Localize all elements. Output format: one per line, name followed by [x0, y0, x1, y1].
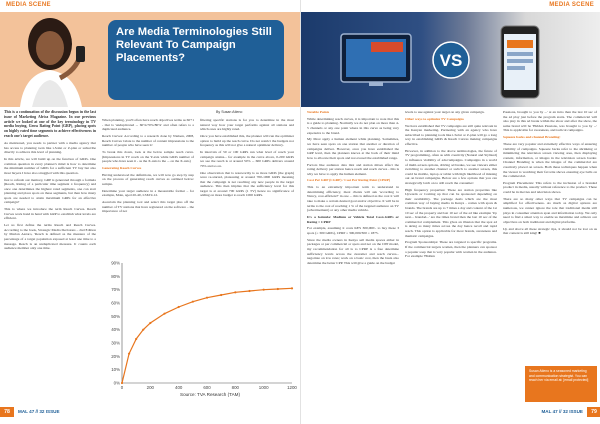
paragraph: To break this down, look at the below sample reach curve. (Impressions in TV reach on the Y-axis while GRPs number of people who have seen it - as the X-axis is the ... on the X-axis) — [102, 149, 194, 164]
paragraph: In this article, we will build up on the function of GRPs. One common question in every planner's mind is how to determine the minimum number of GRPs for a sufficient TV buy but also most buyers I have also struggled with this question. — [4, 156, 96, 175]
subheading: Cost Per GRP (CGRP) / Cost Per Rating Point (CPRP) — [307, 178, 391, 183]
right-column-2 — [405, 110, 497, 402]
chart-point — [149, 322, 151, 324]
subheading: Generating Reach Curves — [102, 165, 142, 170]
chart-x-label: Source: TVA Research (TAM) — [180, 392, 240, 397]
chart-x-tick-label: 400 — [175, 385, 183, 390]
chart-y-tick-label: 90% — [111, 260, 120, 266]
paragraph: Having understood the definitions, we will now go step by step on the process of generating reach curves as outlined below: sample. — [102, 172, 194, 186]
chart-point — [163, 313, 165, 315]
chart-y-tick-label: 50% — [111, 313, 120, 319]
paragraph: Factors like audience data mix and station mixes affect the rating delivery per station hence reach and reach curves - this is why we have to apply the human element. — [307, 162, 399, 176]
paragraph: Since the media owners in Kenya sell media spaces either in packages or per commercial or spots and not on the CPP model, my recommendation for all is to CPRP is a free determine sufficiency levels across the customer and reach curves... negotiate on low rates; work on a basic cost, then the basis also determine the better CPP. This will give a guide on the budget — [307, 237, 399, 265]
right-column-1 — [307, 110, 399, 402]
paragraph: filtering specific stations is for you to determine in the most natural way how your target performs against all stations and which ones are highly rated. — [200, 118, 294, 132]
subheading: Other ways to optimize TV Campaigns — [405, 116, 464, 121]
chart-x-tick-label: 200 — [146, 385, 154, 390]
hero-banner — [0, 12, 300, 107]
author-bio-callout: Susan Atieno is a seasoned marketing and communication strategist. You can reach her via email at: [email protected] — [525, 366, 597, 402]
chart-point — [220, 294, 222, 296]
chart-y-ticks — [111, 261, 120, 386]
chart-point — [263, 289, 265, 291]
hero-image-tv-vs-mobile — [301, 12, 600, 107]
paragraph: While determining reach curves, it is important to note that this is a guide to planning. Normally we do not plan on more than 4-5 channels or any one point where in this curve as being very expensive to the brand. — [307, 116, 399, 135]
chart-series — [121, 287, 293, 384]
chart-point — [121, 382, 123, 384]
paragraph: In intervals of 50 or 100 GRPs run what level of reach your campaign attains... for example in the curve above, 0-200 GRPs we see the reach is at around 50% ... 600 GRPs delivers around 70% and so on. — [200, 149, 294, 168]
hero-title-box — [108, 20, 284, 100]
svg-text:VS: VS — [439, 51, 463, 70]
right-column-3 — [503, 110, 597, 364]
reach-curve-chart — [100, 255, 300, 400]
paragraph: This is an extremely important term to understand in determining efficiency, most clients will ask 'according to Nancy, cost-efficient?' in one ... this is defined as the cost it will take to make a certain desired goal and/or objective. It will be in terms to the cost of reaching 1 % of the targeted audience on TV (advertisement) or any other media vehicle. — [307, 185, 399, 213]
page-number: 78 — [0, 407, 14, 417]
chart-y-tick-label: 20% — [111, 353, 120, 359]
left-column-1 — [4, 110, 96, 253]
paragraph: It's a formula: Medium or Vehicle Total Cost÷GRPs or Rating = CPRP — [307, 215, 399, 224]
magazine-issue: MAL 47 // 32 ISSUE — [541, 409, 583, 414]
chart-point — [291, 287, 293, 289]
paragraph: These are very popular and extremely effective ways of ensuring visibility of campaigns. Squeeze backs refer to the shrinking or minimizing the television screen viewing area, then displaying content, information, or images in the television screen border. Channel Branding is when the images of the commercial are creatively placed on screen. Both these techniques happen when the viewer is watching their favorite shows ensuring eye balls on the commercial. — [503, 141, 597, 179]
chart-x-tick-label: 0 — [120, 385, 124, 390]
paragraph: Up and above all these strategic tips, it should not be lost on us that content is still king! ■ — [503, 226, 597, 236]
chart-point — [234, 291, 236, 293]
lead-paragraph: This is a continuation of the discussion begun in the last issue of Marketing Africa Magazine. In our previous article we looked at one of the key terminology in TV media buying, Gross Rating Point (GRP), placing spots on highly rated time segments to achieve effectiveness in reach one's target audience. — [4, 110, 96, 138]
paragraph: Program Placements: This refers to the inclusion of a branded product in media, usually without reference to the product. These could be in movies and television shows. — [503, 180, 597, 195]
chart-y-tick-label: 0% — [113, 380, 120, 386]
paragraph: When planning, you'll often have reach objectives terms as 60+1 - that is 'unduplicated ... 60%/70%/80%' and often refers to a duplicated audience. — [102, 118, 194, 132]
chart-y-tick-label: 10% — [111, 367, 120, 373]
chart-x-tick-label: 1200 — [287, 385, 297, 390]
paragraph: Determine your target audience in a measurable format – for example, Male, aged 20-40, LSM 9-12. — [102, 188, 194, 198]
chart-point — [178, 306, 180, 308]
chart-x-tick-label: 600 — [203, 385, 211, 390]
paragraph: One observation that is noteworthy is as more GRPs (the graph) were re-started, plateauing at around 700-1000 GRPs meaning that the campaign is not reaching any new people in the target audience. This then implies that the sufficiency level for this target is at around 700 GRPs (1 TV) hence no significance of adding on more budget to reach 1000 GRPs. — [200, 170, 294, 198]
subheading: Notable Points — [307, 110, 330, 114]
byline: By Susan Atieno — [216, 110, 243, 114]
chart-y-tick-label: 30% — [111, 340, 120, 346]
paragraph: We have established that TV campaigns are still quite relevant in the Kenyan marketing. Partnering with an agency who have subscribed to planning tools like i-Solut or Z-plan will go a long way in establishing GRPs & Reach Curves making campaigns effective. — [405, 123, 497, 146]
paragraph: Once you have established this, the planner will run the optimizer option to build up the reach curve. Do not restrict the budgets nor frequency as this will not give a natural optimizer delivery. — [200, 133, 294, 148]
chart-x-tick-label: 800 — [231, 385, 239, 390]
chart-point — [142, 329, 144, 331]
page-number: 79 — [587, 407, 600, 417]
chart-series-line — [122, 288, 292, 383]
paragraph: Let us first define the terms Reach and Reach Curves. According to the book, Strategic Media Decisions – 2nd Edition by Marian Azzaro, 'Reach is defined as the measure of the percentage of a target population exposed at least one time to a message. Reach is an unduplicated measure. It counts each audience member only one time. — [4, 223, 96, 251]
paragraph: For example, assuming it costs KES 300,000/- to buy these 3 spots (= 300 GRPs), CPRP = 300,000/300 = 1875. — [307, 226, 399, 235]
chart-x-tick-label: 1000 — [258, 385, 269, 390]
paragraph: As mentioned, you needs to partner with a media agency that has access to planning tools like i-Solut or Z-plan or subscribe directly to achieve this level of planning. — [4, 140, 96, 155]
magazine-issue: MAL 47 // 32 ISSUE — [18, 409, 60, 414]
paragraph: Passions, brought to you by ...' at an intro then the last 10 sec of the ad play just before the program starts. The commercial will also play in this ad break within the show and after the show, the same brand will be 'Hidden Passions, was brought to you by ...' This is applicable for awareness, and tactical campaigns. — [503, 110, 597, 133]
chart-y-tick-label: 70% — [111, 287, 120, 293]
right-page — [300, 0, 600, 424]
paragraph: Reach Curves: According to a research done by Nielsen, 2008, Reach Curves 'relate to the number of content impressions to the number of people who have seen it.' — [102, 133, 194, 148]
woman-portrait-illustration — [2, 12, 102, 107]
chart-point — [206, 297, 208, 299]
subheading: Squeeze backs and channel Branding: — [503, 135, 561, 140]
paragraph: levels to use against your target on any given campaign. — [405, 110, 485, 114]
paragraph: High frequency properties: These are station properties like Upwards or Coming up that can be sponsored depending on their availability. The package deals which are the most common way of buying media in Kenya - comes with spots & brands. The brands are up to 7 times a day and content of the 1st 10 sec of the property and last 10 sec of the ad like example 'Up next... brandad...' are the times brand then the last 10 sec of the commercial complement. This gives an illusion that the spot ad is airing as many times across the day hence recall and rapid reach. This option is applicable for most brands, awareness and thematic campaigns. — [405, 187, 497, 238]
paragraph: Ascertain the planning tool and select this target plus off the number of TV stations that have registered on the software – the importance of not — [102, 200, 194, 214]
left-column-2 — [102, 118, 194, 253]
paragraph: Just to refresh our memory, GRP is generated through a formula (Reach, Rating of a particular time segment x frequency) and once one determines the highest rated segments, one can start planning and place spots on these segments, but then how many spots are needed to attain maximum GRPs for an effective campaign? — [4, 177, 96, 205]
chart-point — [135, 338, 137, 340]
section-label: MEDIA SCENE — [6, 2, 51, 8]
chart-y-tick-label: 60% — [111, 300, 120, 306]
left-column-3 — [200, 118, 294, 253]
paragraph: However, in addition to the above terminologies, the future of TV programming, often as with creativity (Natural and Stylized) to influence visibility of ads/campaigns. Campaigns in a world of multi-screen options, driving ad breaks, we see viewers either switching to another channel or switch to another screen, this could be mobile, laptop or tablet with high likelihood of missing out on brand campaigns. Below are a few options that you can strategically latch on to still reach the consumer: — [405, 148, 497, 185]
paragraph: This is where we introduce the term Reach Curves. Reach Curves work hand in hand with GRP to establish what levels are efficient. — [4, 207, 96, 221]
chart-point — [192, 301, 194, 303]
paragraph: There are so many other ways that TV campaigns can be amplified for effectiveness. As much as digital options are numerous, we cannot ignore the role that traditional media still plays in consumer attention span and information today. We only need to find a smart way to enable us maximize and achieve our objectives on both traditional and digital platforms. — [503, 196, 597, 224]
chart-point — [128, 353, 130, 355]
paragraph: My Most apply a human element while planning. Sometimes, we have seen spots on one station that another or duration of campaigns deliver. However, once you have established the GRP level, then the planners knows at the back of their mind how to allocate their spots and not exceed the established range. — [307, 137, 399, 160]
page-footer — [301, 405, 600, 419]
chart-y-tick-label: 80% — [111, 273, 120, 279]
article-title: Are Media Terminologies Still Relevant To Campaign Placements? — [116, 26, 272, 65]
chart-y-tick-label: 40% — [111, 327, 120, 333]
chart-x-ticks — [121, 385, 298, 390]
paragraph: Program Sponsorships: These are targeted to specific programs. If the commercial targets women, then the planners can sponsor a popular soap that is very popular with women in the audience. For example 'Hidden — [405, 240, 497, 259]
page-footer — [0, 405, 300, 419]
tv-vs-smartphone-illustration — [301, 12, 600, 107]
chart-point — [248, 290, 250, 292]
chart-axes — [122, 263, 292, 383]
section-label: MEDIA SCENE — [549, 2, 594, 8]
chart-point — [277, 288, 279, 290]
